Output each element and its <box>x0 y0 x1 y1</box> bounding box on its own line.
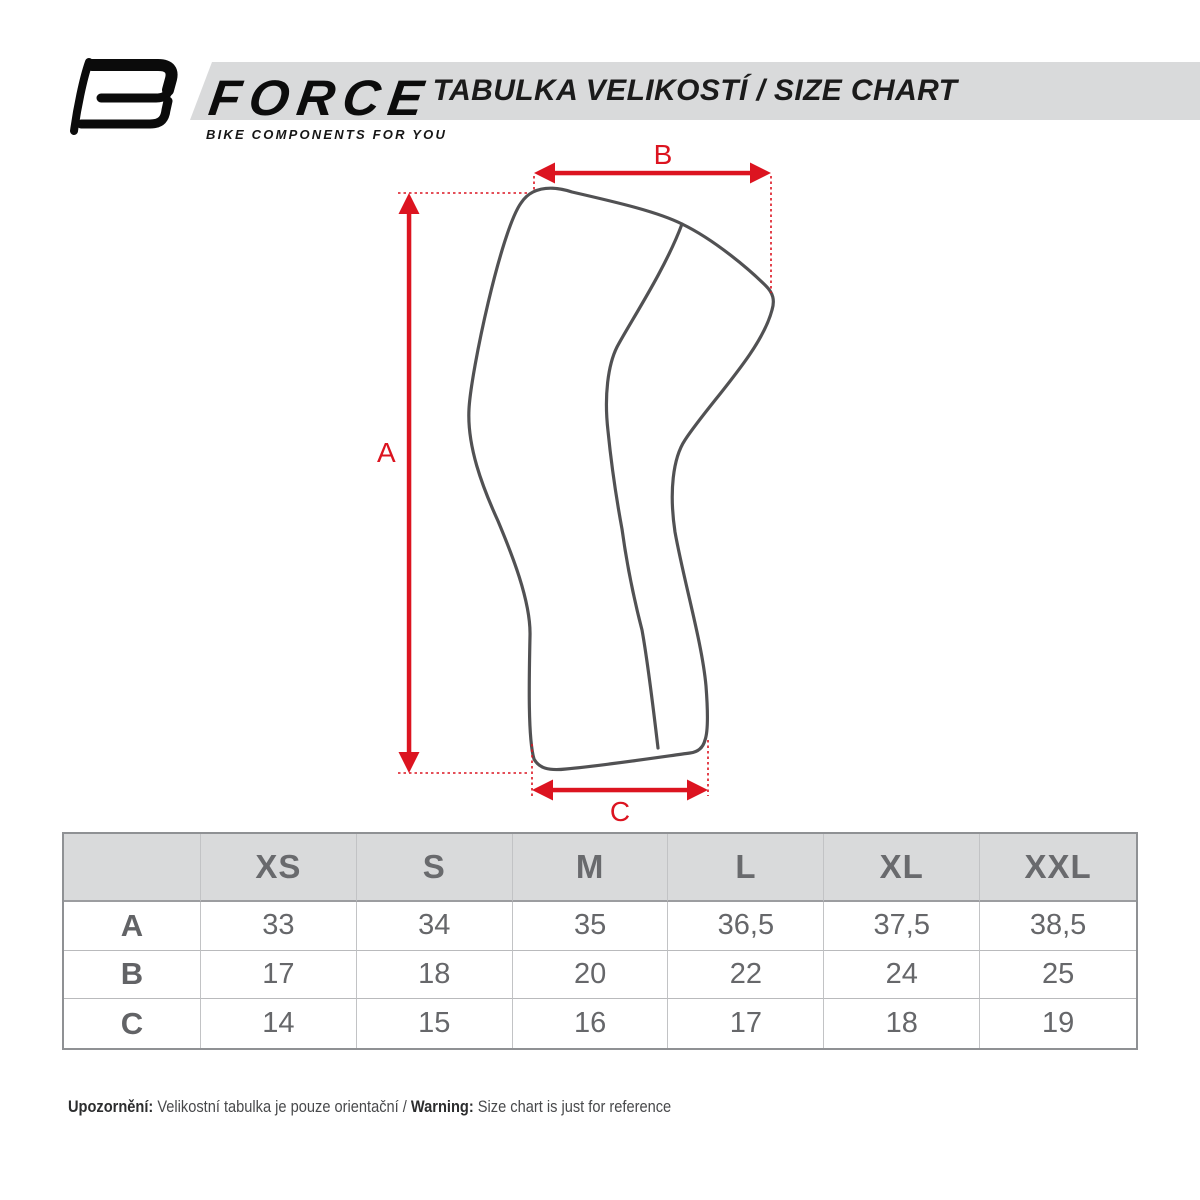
row-label: C <box>64 999 201 1048</box>
table-cell: 19 <box>1041 1007 1075 1040</box>
size-table-corner-cell <box>64 834 201 902</box>
table-cell: 33 <box>201 902 357 951</box>
force-emblem-icon <box>68 54 190 136</box>
table-cell: 34 <box>357 902 513 951</box>
size-col-header: XS <box>201 834 357 902</box>
row-label: A <box>64 902 201 951</box>
garment-seam <box>606 224 682 748</box>
footer-note-cz-label: Upozornění: <box>68 1097 154 1116</box>
garment-outline <box>469 188 774 769</box>
dimension-dotted-lines <box>398 176 771 796</box>
dimension-arrows <box>399 163 772 801</box>
footer-note-en-label: Warning: <box>410 1097 474 1116</box>
knee-warmer-diagram <box>370 140 810 830</box>
footer-note <box>68 1097 671 1117</box>
table-cell: 18 <box>357 951 513 1000</box>
dimension-b-label: B <box>653 140 673 170</box>
table-cell: 38,5 <box>980 902 1136 951</box>
row-label: B <box>64 951 201 1000</box>
brand-wordmark: FORCE <box>205 70 435 126</box>
page-title: TABULKA VELIKOSTÍ / SIZE CHART <box>432 74 958 107</box>
table-cell: 17 <box>668 999 824 1048</box>
footer-note-en-text: Size chart is just for reference <box>473 1097 672 1116</box>
brand-tagline: BIKE COMPONENTS FOR YOU <box>206 127 448 142</box>
table-cell: 36,5 <box>668 902 824 951</box>
dimension-a-label: A <box>377 437 396 468</box>
size-col-header: XXL <box>980 834 1136 902</box>
dimension-a-arrow <box>399 193 420 773</box>
size-col-header: M <box>513 834 669 902</box>
footer-note-cz-text: Velikostní tabulka je pouze orientační / <box>153 1097 411 1116</box>
table-cell: 15 <box>357 999 513 1048</box>
table-cell: 35 <box>513 902 669 951</box>
size-col-header: L <box>668 834 824 902</box>
table-cell: 16 <box>513 999 669 1048</box>
size-col-header: S <box>357 834 513 902</box>
size-col-header: XL <box>824 834 980 902</box>
table-cell: 22 <box>668 951 824 1000</box>
table-cell: 17 <box>201 951 357 1000</box>
dimension-b-arrow <box>534 163 771 184</box>
dimension-c-label: C <box>609 796 631 827</box>
table-cell: 37,5 <box>824 902 980 951</box>
table-cell: 18 <box>824 999 980 1048</box>
table-cell: 20 <box>513 951 669 1000</box>
table-cell: 25 <box>980 951 1136 1000</box>
size-table <box>62 832 1138 1050</box>
table-cell: 24 <box>824 951 980 1000</box>
table-cell: 14 <box>201 999 357 1048</box>
